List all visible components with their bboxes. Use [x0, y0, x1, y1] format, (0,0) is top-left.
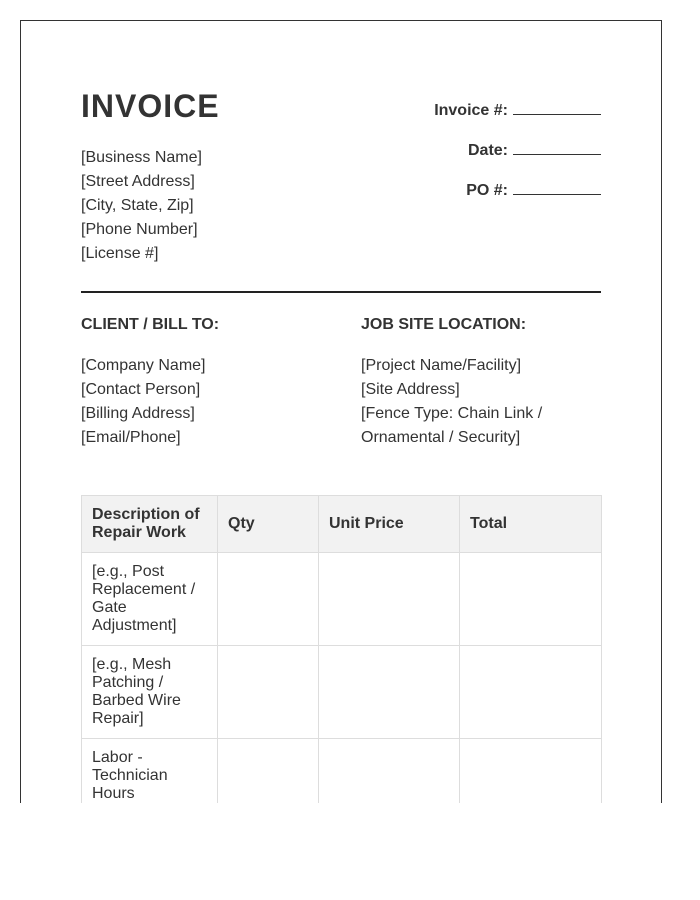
business-name: [Business Name] [81, 149, 202, 166]
invoice-number-label: Invoice #: [434, 102, 508, 119]
row-qty[interactable] [218, 646, 319, 739]
client-billing-address: [Billing Address] [81, 405, 195, 422]
po-label: PO #: [466, 182, 508, 199]
business-phone: [Phone Number] [81, 221, 198, 238]
table-row [82, 646, 602, 739]
row-unit-price[interactable] [319, 646, 460, 739]
po-row [434, 179, 601, 219]
jobsite-heading: JOB SITE LOCATION: [361, 316, 527, 333]
column-header-unit-price: Unit Price [319, 496, 460, 553]
business-city: [City, State, Zip] [81, 197, 194, 214]
column-header-total: Total [460, 496, 602, 553]
header-divider [81, 291, 601, 293]
invoice-number-row [434, 99, 601, 139]
column-header-description: Description of Repair Work [82, 496, 218, 553]
jobsite-fence-type-cont: Ornamental / Security] [361, 429, 521, 446]
table-row [82, 739, 602, 804]
row-description[interactable]: [e.g., Post Replacement / Gate Adjustment] [82, 553, 218, 646]
row-total[interactable] [460, 646, 602, 739]
client-section [81, 314, 341, 450]
business-street: [Street Address] [81, 173, 195, 190]
jobsite-project: [Project Name/Facility] [361, 357, 522, 374]
row-total[interactable] [460, 739, 602, 804]
row-total[interactable] [460, 553, 602, 646]
row-description[interactable]: [e.g., Mesh Patching / Barbed Wire Repair] [82, 646, 218, 739]
jobsite-address: [Site Address] [361, 381, 460, 398]
jobsite-fence-type: [Fence Type: Chain Link / [361, 405, 543, 422]
date-label: Date: [467, 142, 508, 159]
client-email-phone: [Email/Phone] [81, 429, 181, 446]
row-description[interactable]: Labor - Technician Hours [82, 739, 218, 804]
table-header-row [82, 496, 602, 553]
row-qty[interactable] [218, 553, 319, 646]
jobsite-section [361, 314, 601, 450]
table-row [82, 553, 602, 646]
business-info [81, 146, 202, 266]
invoice-title: INVOICE [81, 88, 220, 124]
invoice-meta [434, 99, 601, 219]
date-row [434, 139, 601, 179]
po-field[interactable] [513, 179, 601, 195]
row-qty[interactable] [218, 739, 319, 804]
column-header-qty: Qty [218, 496, 319, 553]
items-table [81, 495, 602, 803]
business-license: [License #] [81, 245, 159, 262]
client-contact: [Contact Person] [81, 381, 201, 398]
date-field[interactable] [513, 139, 601, 155]
row-unit-price[interactable] [319, 553, 460, 646]
invoice-page [20, 20, 662, 803]
client-heading: CLIENT / BILL TO: [81, 316, 220, 333]
client-company: [Company Name] [81, 357, 206, 374]
row-unit-price[interactable] [319, 739, 460, 804]
invoice-number-field[interactable] [513, 99, 601, 115]
